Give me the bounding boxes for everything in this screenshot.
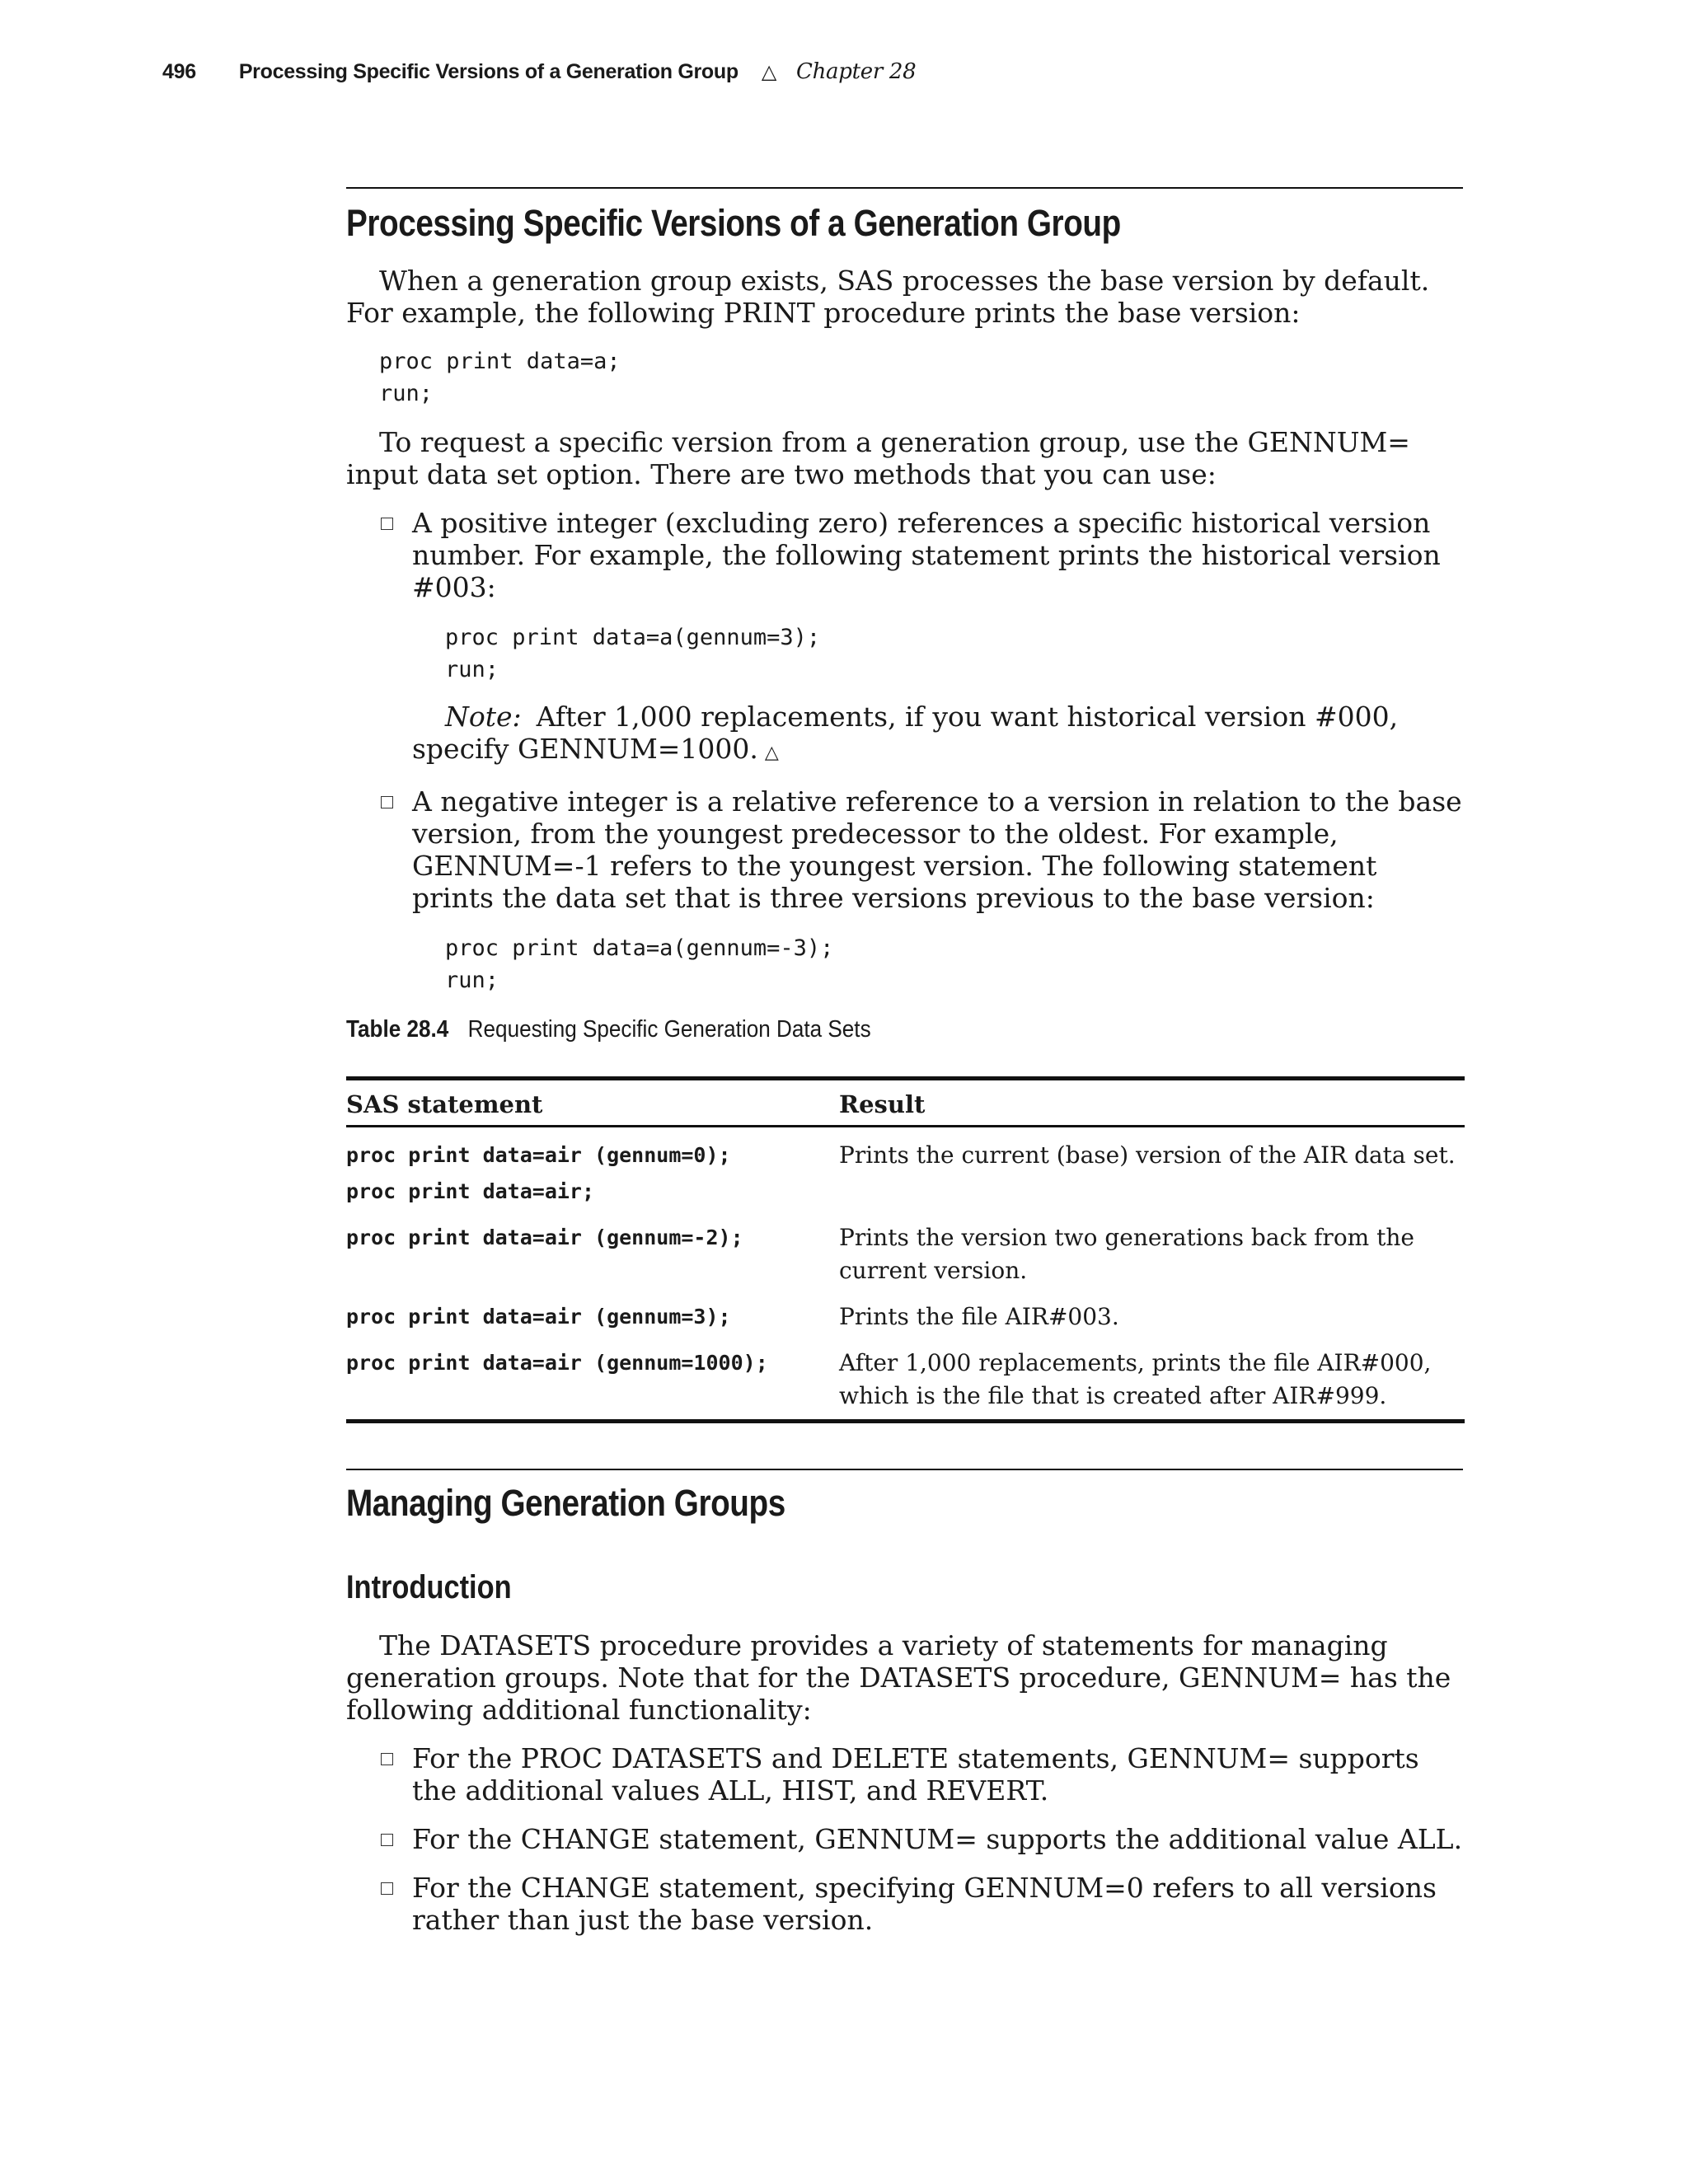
checkbox-bullet-icon: [381, 1753, 393, 1765]
checkbox-bullet-icon: [381, 518, 393, 530]
table-row: [346, 1287, 1465, 1333]
column-header: SAS statement: [346, 1090, 543, 1118]
note-label: Note:: [445, 701, 522, 733]
list-item-text: A negative integer is a relative reference to a version in relation to the base version, from the youngest predecessor to the oldest. For example, GENNUM=-1 refers to the youngest version. The following statement prints the data set that is three versions previous to the base version:: [412, 785, 1462, 914]
note-text: After 1,000 replacements, if you want historical version #000, specify GENNUM=1000.: [412, 701, 1399, 765]
statement-cell: proc print data=air (gennum=1000);: [346, 1351, 768, 1375]
result-cell: After 1,000 replacements, prints the file AIR#000, which is the file that is created after AIR#999.: [839, 1349, 1432, 1409]
statement-cell: proc print data=air (gennum=3);: [346, 1305, 731, 1329]
statement-cell: proc print data=air (gennum=-2);: [346, 1226, 743, 1249]
table-header-row: [346, 1079, 1465, 1127]
section-processing: [346, 187, 1463, 1423]
table-title: Requesting Specific Generation Data Sets: [467, 1016, 871, 1043]
generation-table: [346, 1076, 1465, 1423]
result-cell: Prints the file AIR#003.: [839, 1303, 1119, 1330]
list-item: [346, 507, 1463, 769]
running-head: [162, 59, 916, 84]
table-row: [346, 1127, 1465, 1173]
column-header: Result: [839, 1090, 926, 1118]
checkbox-bullet-icon: [381, 1834, 393, 1846]
table-row: [346, 1333, 1465, 1422]
section-rule: [346, 1469, 1463, 1470]
list-item: [346, 1823, 1463, 1855]
chapter-label: Chapter 28: [796, 59, 917, 84]
paragraph: When a generation group exists, SAS processes the base version by default. For example, the following PRINT procedure prints the base version:: [346, 265, 1430, 329]
checkbox-bullet-icon: [381, 1882, 393, 1895]
table-row: [346, 1208, 1465, 1287]
table-caption: [346, 1016, 1352, 1043]
section-heading: Managing Generation Groups: [346, 1482, 785, 1524]
statement-cell: proc print data=air;: [346, 1179, 595, 1203]
list-item-text: For the PROC DATASETS and DELETE statements, GENNUM= supports the additional values ALL, HIST, and REVERT.: [412, 1742, 1419, 1807]
list-item: [346, 1742, 1463, 1807]
note: [412, 701, 1463, 769]
statement-cell: proc print data=air (gennum=0);: [346, 1143, 731, 1167]
paragraph: The DATASETS procedure provides a variety of statements for managing generation groups. Note that for the DATASETS procedure, GENNUM= has the following additional functionality:: [346, 1629, 1451, 1726]
table-number: Table 28.4: [346, 1016, 449, 1043]
triangle-icon: △: [761, 61, 776, 83]
page-number: 496: [162, 60, 196, 83]
checkbox-bullet-icon: [381, 796, 393, 808]
list-item: [346, 785, 1463, 996]
result-cell: Prints the version two generations back from the current version.: [839, 1224, 1414, 1284]
result-cell: [832, 1172, 1465, 1208]
subsection-heading: Introduction: [346, 1569, 512, 1605]
code-block: proc print data=a(gennum=3); run;: [445, 625, 821, 682]
code-block: proc print data=a(gennum=-3); run;: [445, 935, 834, 993]
list-item: [346, 1872, 1463, 1936]
list-item-text: A positive integer (excluding zero) references a specific historical version number. For example, the following statement prints the historical version #003:: [412, 507, 1441, 603]
code-block: proc print data=a; run;: [379, 349, 621, 406]
running-head-title: Processing Specific Versions of a Generation Group: [238, 60, 738, 83]
section-rule: [346, 187, 1463, 189]
list-item-text: For the CHANGE statement, specifying GENNUM=0 refers to all versions rather than just the base version.: [412, 1872, 1437, 1936]
end-triangle-icon: △: [764, 743, 779, 763]
section-managing: [346, 1469, 1463, 1936]
section-heading: Processing Specific Versions of a Generation Group: [346, 202, 1121, 244]
list-item-text: For the CHANGE statement, GENNUM= supports the additional value ALL.: [412, 1823, 1463, 1855]
paragraph: To request a specific version from a generation group, use the GENNUM= input data set option. There are two methods that you can use:: [346, 426, 1410, 490]
table-row: [346, 1172, 1465, 1208]
result-cell: Prints the current (base) version of the AIR data set.: [839, 1141, 1456, 1169]
